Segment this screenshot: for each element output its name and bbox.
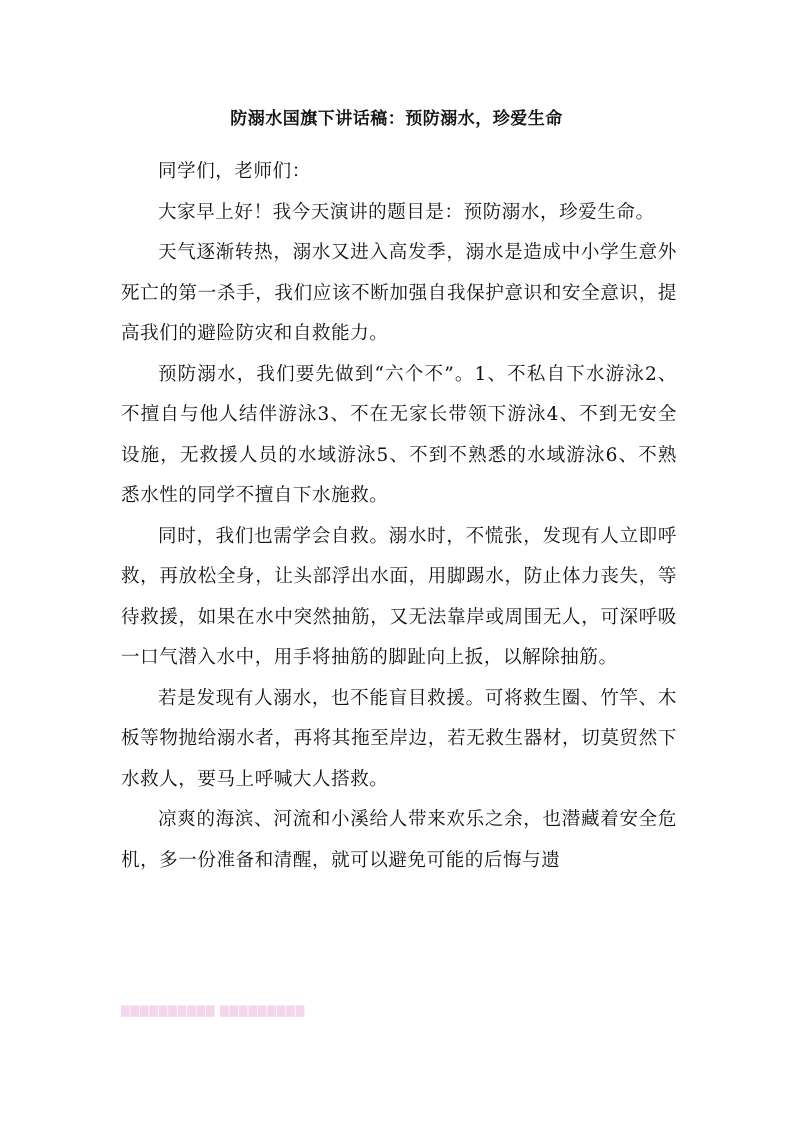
paragraph-closing: 凉爽的海滨、河流和小溪给人带来欢乐之余，也潜藏着安全危机，多一份准备和清醒，就可以避免可能的后悔与遗 bbox=[121, 809, 677, 871]
paragraph-rescue-others: 若是发现有人溺水，也不能盲目救援。可将救生圈、竹竿、木板等物抛给溺水者，再将其拖至岸边，若无救生器材，切莫贸然下水救人，要马上呼喊大人搭救。 bbox=[121, 687, 677, 790]
faint-watermark-text: ▇▇▇▇▇▇▇▇▇▇ ▇▇▇▇▇▇▇▇▇ bbox=[121, 1004, 306, 1017]
paragraph-self-rescue: 同时，我们也需学会自救。溺水时，不慌张，发现有人立即呼救，再放松全身，让头部浮出水面，用脚踢水，防止体力丧失，等待救援，如果在水中突然抽筋，又无法靠岸或周围无人，可深呼吸一口气潜入水中，用手将抽筋的脚趾向上扳，以解除抽筋。 bbox=[121, 525, 677, 668]
paragraph-six-nots: 预防溺水，我们要先做到“六个不”。1、不私自下水游泳2、不擅自与他人结伴游泳3、不在无家长带领下游泳4、不到无安全设施，无救援人员的水域游泳5、不到不熟悉的水域游泳6、不熟悉水性的同学不擅自下水施救。 bbox=[121, 363, 677, 506]
document-body bbox=[121, 152, 677, 881]
document-title: 防溺水国旗下讲话稿：预防溺水，珍爱生命 bbox=[230, 109, 563, 129]
paragraph-season-warning: 天气逐渐转热，溺水又进入高发季，溺水是造成中小学生意外死亡的第一杀手，我们应该不断加强自我保护意识和安全意识，提高我们的避险防灾和自救能力。 bbox=[121, 242, 677, 344]
paragraph-greeting: 同学们，老师们： bbox=[158, 161, 311, 182]
paragraph-opening: 大家早上好！我今天演讲的题目是：预防溺水，珍爱生命。 bbox=[158, 201, 655, 223]
